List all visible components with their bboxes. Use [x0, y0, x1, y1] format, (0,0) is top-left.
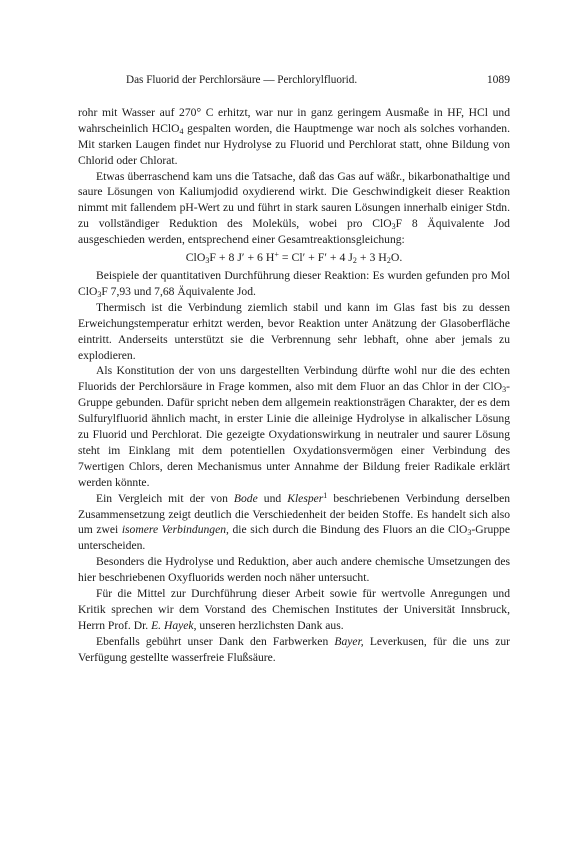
text-run: gespalten worden, die Hauptmenge war noch als solches vorhanden. Mit starken Laugen findet nur Hydrolyse zu Fluorid und Perchlorat statt, ohne Bildung von Chlorid oder Chlorat. — [78, 121, 510, 167]
reaction-equation — [78, 250, 510, 266]
text-run: F 7,93 und 7,68 Äquivalente Jod. — [101, 284, 256, 298]
text-run: Etwas überraschend kam uns die Tatsache, daß das Gas auf wäßr., bikarbonathaltige und saure Lösungen von Kaliumjodid oxydierend wirkt. Die Geschwindigkeit dieser Reaktion nimmt mit fallendem pH-Wert zu und führt in stark sauren Lösungen innerhalb einiger Stdn. zu vollständiger Reduktion des Moleküls, wobei pro ClO — [78, 169, 510, 231]
text-run: F 8 Äquivalente Jod ausgeschieden werden, entsprechend einer Gesamtreaktionsgleichung: — [78, 217, 510, 247]
text-run: Für die Mittel zur Durchführung dieser Arbeit sowie für wertvolle Anregungen und Kritik sprechen wir dem Vorstand des Chemischen Institutes der Universität Innsbruck, Herrn Prof. Dr. — [78, 587, 510, 632]
equation-part: + 3 H — [356, 250, 387, 265]
text-run: , unseren herzlichsten Dank aus. — [193, 618, 344, 632]
paragraph-4: Thermisch ist die Verbindung ziemlich stabil und kann im Glas fast bis zu dessen Erweichungstemperatur erhitzt werden, bevor Reaktion unter Anätzung der Glasoberfläche eintritt. Anderseits unterstützt sie die Verbrennung sehr lebhaft, ohne aber jemals zu explodieren. — [78, 300, 510, 362]
text-run: beschriebenen Verbindung derselben Zusammensetzung zeigt deutlich die Verschiedenheit der beiden Stoffe. Es handelt sich also um zwei — [78, 491, 511, 537]
text-run: Beispiele der quantitativen Durchführung dieser Reaktion: Es wurden gefunden pro Mol ClO — [78, 268, 510, 298]
text-run: rohr mit Wasser auf 270° C erhitzt, war nur in ganz geringem Ausmaße in HF, HCl und wahrscheinlich HClO — [78, 105, 510, 135]
text-run: und — [257, 491, 288, 505]
equation-part: O. — [390, 250, 403, 265]
text-run: Ebenfalls gebührt unser Dank den Farbwerken — [96, 634, 335, 648]
text-run: -Gruppe gebunden. Dafür spricht neben dem allgemein reaktionsträgen Charakter, der es dem Sulfurylfluorid ähnlich macht, in erster Linie die alleinige Hydrolyse in alkalischer Lösung zu Fluorid und Perchlorat. Die gezeigte Oxydationswirkung in neutraler und saurer Lösung steht im Einklang mit dem potentiellen Oxydationsvermögen einer Verbindung des 7wertigen Chlors, deren Mechanismus unter Annahme der Bildung freier Radikale erklärt werden könnte. — [78, 380, 510, 489]
emphasis-isomere: isomere Verbindungen, — [121, 523, 229, 537]
subscript: 3 — [502, 385, 507, 395]
paragraph-1 — [78, 105, 510, 169]
subscript: 2 — [352, 256, 357, 266]
company-name-bayer: Bayer, — [334, 634, 364, 648]
subscript: 3 — [205, 256, 210, 266]
paragraph-6 — [78, 491, 510, 555]
paragraph-9 — [78, 634, 510, 666]
author-name-klesper: Klesper — [287, 491, 324, 505]
running-head — [78, 72, 510, 89]
subscript: 2 — [386, 256, 391, 266]
footnote-marker: 1 — [323, 490, 328, 500]
paragraph-3 — [78, 268, 510, 300]
equation-part: ClO — [185, 250, 206, 265]
text-run: Ein Vergleich mit der von — [96, 491, 234, 505]
paragraph-7: Besonders die Hydrolyse und Reduktion, aber auch andere chemische Umsetzungen des hier beschriebenen Oxyfluorids werden noch näher untersucht. — [78, 555, 510, 585]
page — [78, 72, 510, 666]
equation-part: F + 8 J′ + 6 H — [209, 250, 275, 265]
superscript: + — [274, 250, 279, 260]
paragraph-8 — [78, 586, 510, 634]
running-title: Das Fluorid der Perchlorsäure — Perchlorylfluorid. — [126, 74, 358, 86]
subscript: 3 — [467, 528, 472, 538]
subscript: 3 — [391, 222, 396, 232]
person-name-hayek: E. Hayek — [151, 618, 194, 632]
text-run: die sich durch die Bindung des Fluors an die ClO — [228, 523, 468, 537]
author-name-bode: Bode — [233, 491, 258, 505]
page-number: 1089 — [486, 73, 510, 86]
subscript: 4 — [179, 126, 184, 136]
text-run: Leverkusen, für die uns zur Verfügung gestellte wasserfreie Flußsäure. — [78, 634, 510, 664]
text-run: Als Konstitution der von uns dargestellten Verbindung dürfte wohl nur die des echten Fluorids der Perchlorsäure in Frage kommen, also mit dem Fluor an das Chlor in der ClO — [78, 364, 510, 394]
paragraph-2 — [78, 169, 510, 249]
equation-part: = Cl′ + F′ + 4 J — [278, 250, 353, 265]
subscript: 3 — [97, 289, 102, 299]
text-run: -Gruppe unterscheiden. — [78, 523, 510, 553]
paragraph-5 — [78, 363, 510, 490]
